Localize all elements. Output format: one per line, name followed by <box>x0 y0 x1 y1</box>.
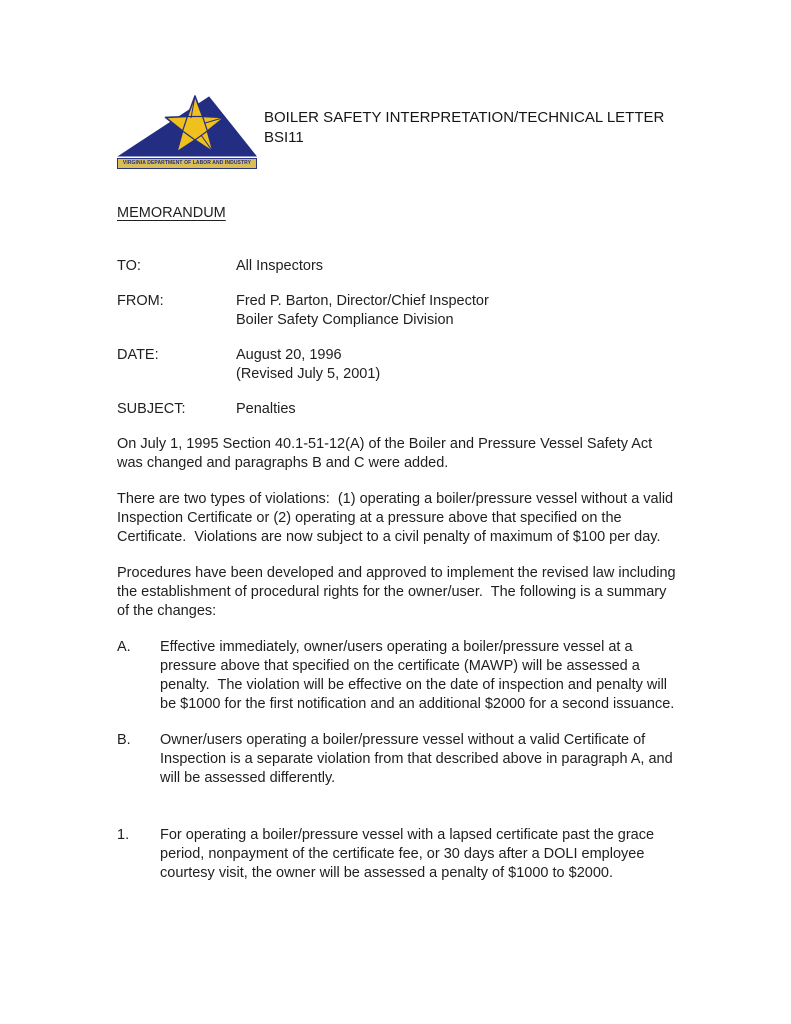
memo-field-date <box>117 346 677 384</box>
paragraph-2: There are two types of violations: (1) operating a boiler/pressure vessel without a valid Inspection Certificate or (2) operating at a pressure above that specified on the Certificate. Violations are now subject to a civil penalty of maximum of $100 per day. <box>117 491 678 545</box>
document-number: BSI11 <box>264 129 304 146</box>
from-line-2: Boiler Safety Compliance Division <box>236 312 454 328</box>
date-line-1: August 20, 1996 <box>236 347 342 363</box>
date-value <box>236 346 677 384</box>
letterhead-title-block <box>257 85 664 148</box>
list-item-B <box>117 731 677 788</box>
document-title: BOILER SAFETY INTERPRETATION/TECHNICAL LETTER <box>264 109 665 126</box>
to-label: TO: <box>117 258 141 274</box>
from-value <box>236 292 677 330</box>
memo-field-to <box>117 257 677 276</box>
subject-label: SUBJECT: <box>117 401 186 417</box>
document-content <box>117 85 680 883</box>
logo-banner-text: VIRGINIA DEPARTMENT OF LABOR AND INDUSTRY <box>117 158 257 169</box>
agency-logo <box>117 85 257 169</box>
star-triangle-logo-icon <box>117 85 257 158</box>
memo-field-subject <box>117 400 677 419</box>
from-line-1: Fred P. Barton, Director/Chief Inspector <box>236 293 489 309</box>
item-A-text: Effective immediately, owner/users operating a boiler/pressure vessel at a pressure above that specified on the certificate (MAWP) will be assessed a penalty. The violation will be effective on the date of inspection and penalty will be $1000 for the first notification and an additional $2000 for a second issuance. <box>160 639 675 712</box>
memo-field-from <box>117 292 677 330</box>
paragraph-3: Procedures have been developed and approved to implement the revised law including the establishment of procedural rights for the owner/user. The following is a summary of the changes: <box>117 565 680 619</box>
from-label: FROM: <box>117 293 164 309</box>
date-label: DATE: <box>117 347 159 363</box>
list-item-A <box>117 638 677 714</box>
list-item-1 <box>117 826 677 883</box>
memo-fields <box>117 257 677 419</box>
item-1-marker: 1. <box>117 827 130 843</box>
item-A-marker: A. <box>117 639 131 655</box>
item-1-text: For operating a boiler/pressure vessel with a lapsed certificate past the grace period, nonpayment of the certificate fee, or 30 days after a DOLI employee courtesy visit, the owner will be assessed a penalty of $1000 to $2000. <box>160 827 659 881</box>
letterhead <box>117 85 677 169</box>
item-B-text: Owner/users operating a boiler/pressure vessel without a valid Certificate of Inspection is a separate violation from that described above in paragraph A, and will be assessed differently. <box>160 732 677 786</box>
to-value: All Inspectors <box>236 258 324 274</box>
subject-value: Penalties <box>236 401 296 417</box>
item-B-marker: B. <box>117 732 131 748</box>
date-line-2: (Revised July 5, 2001) <box>236 366 381 382</box>
paragraph-1: On July 1, 1995 Section 40.1-51-12(A) of the Boiler and Pressure Vessel Safety Act was changed and paragraphs B and C were added. <box>117 436 657 471</box>
memo-heading: MEMORANDUM <box>117 205 226 221</box>
